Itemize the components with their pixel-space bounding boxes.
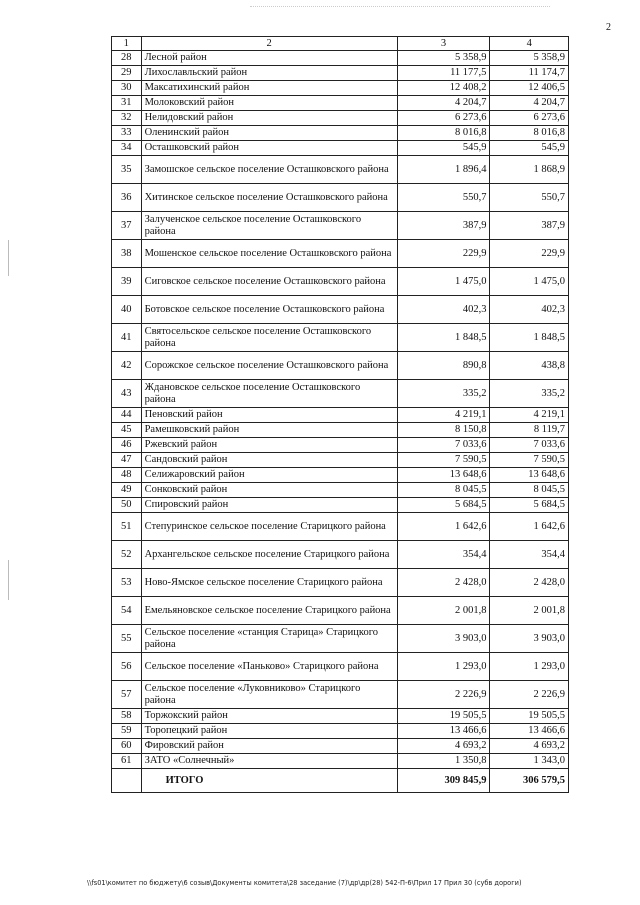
value-col4: 354,4 <box>490 541 569 569</box>
municipality-name: Торжокский район <box>141 709 397 724</box>
total-number-cell <box>112 769 142 793</box>
row-number: 47 <box>112 453 142 468</box>
table-row <box>112 739 569 754</box>
row-number: 55 <box>112 625 142 653</box>
table-row <box>112 324 569 352</box>
municipality-name: Архангельское сельское поселение Старицкого района <box>141 541 397 569</box>
table-row <box>112 141 569 156</box>
row-number: 61 <box>112 754 142 769</box>
table-row <box>112 597 569 625</box>
total-value-col3: 309 845,9 <box>397 769 490 793</box>
table-row <box>112 51 569 66</box>
column-header-3: 3 <box>397 37 490 51</box>
row-number: 52 <box>112 541 142 569</box>
value-col4: 545,9 <box>490 141 569 156</box>
row-number: 38 <box>112 240 142 268</box>
value-col3: 4 219,1 <box>397 408 490 423</box>
table-row <box>112 240 569 268</box>
row-number: 60 <box>112 739 142 754</box>
value-col4: 1 642,6 <box>490 513 569 541</box>
row-number: 46 <box>112 438 142 453</box>
municipality-name: Сорожское сельское поселение Осташковского района <box>141 352 397 380</box>
municipality-name: Нелидовский район <box>141 111 397 126</box>
scan-margin-mark <box>8 560 9 600</box>
municipality-name: Степуринское сельское поселение Старицкого района <box>141 513 397 541</box>
table-row <box>112 81 569 96</box>
value-col4: 4 219,1 <box>490 408 569 423</box>
page-number: 2 <box>606 22 611 33</box>
table-row <box>112 66 569 81</box>
data-table <box>111 36 569 793</box>
value-col3: 6 273,6 <box>397 111 490 126</box>
table-row <box>112 468 569 483</box>
value-col4: 2 226,9 <box>490 681 569 709</box>
value-col4: 4 693,2 <box>490 739 569 754</box>
value-col4: 1 475,0 <box>490 268 569 296</box>
municipality-name: Оленинский район <box>141 126 397 141</box>
table-row <box>112 408 569 423</box>
row-number: 44 <box>112 408 142 423</box>
row-number: 56 <box>112 653 142 681</box>
table-row <box>112 541 569 569</box>
value-col4: 550,7 <box>490 184 569 212</box>
municipality-name: Максатихинский район <box>141 81 397 96</box>
table-row <box>112 724 569 739</box>
table-row <box>112 483 569 498</box>
municipality-name: Залученское сельское поселение Осташковского района <box>141 212 397 240</box>
value-col3: 7 590,5 <box>397 453 490 468</box>
value-col4: 5 684,5 <box>490 498 569 513</box>
value-col3: 19 505,5 <box>397 709 490 724</box>
value-col3: 8 150,8 <box>397 423 490 438</box>
value-col4: 387,9 <box>490 212 569 240</box>
value-col3: 1 896,4 <box>397 156 490 184</box>
value-col4: 5 358,9 <box>490 51 569 66</box>
value-col3: 387,9 <box>397 212 490 240</box>
column-header-2: 2 <box>141 37 397 51</box>
municipality-name: Емельяновское сельское поселение Старицкого района <box>141 597 397 625</box>
municipality-name: Сандовский район <box>141 453 397 468</box>
value-col4: 8 119,7 <box>490 423 569 438</box>
municipality-name: Ждановское сельское поселение Осташковского района <box>141 380 397 408</box>
value-col3: 11 177,5 <box>397 66 490 81</box>
value-col4: 438,8 <box>490 352 569 380</box>
value-col4: 19 505,5 <box>490 709 569 724</box>
table-row <box>112 423 569 438</box>
table-row <box>112 709 569 724</box>
table-row <box>112 625 569 653</box>
table-row <box>112 96 569 111</box>
row-number: 50 <box>112 498 142 513</box>
value-col4: 402,3 <box>490 296 569 324</box>
total-value-col4: 306 579,5 <box>490 769 569 793</box>
value-col4: 11 174,7 <box>490 66 569 81</box>
municipality-name: Торопецкий район <box>141 724 397 739</box>
value-col3: 13 648,6 <box>397 468 490 483</box>
row-number: 41 <box>112 324 142 352</box>
municipality-name: Сельское поселение «Луковниково» Старицкого района <box>141 681 397 709</box>
row-number: 57 <box>112 681 142 709</box>
scan-margin-mark <box>8 240 9 276</box>
municipality-name: Фировский район <box>141 739 397 754</box>
value-col4: 6 273,6 <box>490 111 569 126</box>
municipality-name: Ржевский район <box>141 438 397 453</box>
value-col4: 7 033,6 <box>490 438 569 453</box>
column-header-1: 1 <box>112 37 142 51</box>
municipality-name: Рамешковский район <box>141 423 397 438</box>
row-number: 29 <box>112 66 142 81</box>
row-number: 48 <box>112 468 142 483</box>
table-row <box>112 754 569 769</box>
table-row <box>112 111 569 126</box>
value-col3: 2 428,0 <box>397 569 490 597</box>
row-number: 59 <box>112 724 142 739</box>
value-col3: 4 204,7 <box>397 96 490 111</box>
value-col3: 890,8 <box>397 352 490 380</box>
table-row <box>112 681 569 709</box>
row-number: 54 <box>112 597 142 625</box>
table-row <box>112 156 569 184</box>
row-number: 33 <box>112 126 142 141</box>
value-col4: 13 648,6 <box>490 468 569 483</box>
value-col4: 2 428,0 <box>490 569 569 597</box>
value-col3: 229,9 <box>397 240 490 268</box>
row-number: 43 <box>112 380 142 408</box>
row-number: 49 <box>112 483 142 498</box>
municipality-name: Хитинское сельское поселение Осташковского района <box>141 184 397 212</box>
value-col4: 1 343,0 <box>490 754 569 769</box>
municipality-name: Сельское поселение «Паньково» Старицкого района <box>141 653 397 681</box>
value-col3: 13 466,6 <box>397 724 490 739</box>
municipality-name: Сельское поселение «станция Старица» Старицкого района <box>141 625 397 653</box>
value-col3: 1 642,6 <box>397 513 490 541</box>
municipality-name: Лесной район <box>141 51 397 66</box>
municipality-name: Селижаровский район <box>141 468 397 483</box>
value-col3: 2 226,9 <box>397 681 490 709</box>
table-body <box>112 51 569 769</box>
table-row <box>112 296 569 324</box>
row-number: 40 <box>112 296 142 324</box>
table-row <box>112 498 569 513</box>
value-col4: 229,9 <box>490 240 569 268</box>
row-number: 35 <box>112 156 142 184</box>
value-col4: 13 466,6 <box>490 724 569 739</box>
value-col4: 8 045,5 <box>490 483 569 498</box>
table-row <box>112 184 569 212</box>
row-number: 53 <box>112 569 142 597</box>
municipality-name: Сиговское сельское поселение Осташковского района <box>141 268 397 296</box>
value-col3: 12 408,2 <box>397 81 490 96</box>
value-col3: 1 293,0 <box>397 653 490 681</box>
header-row <box>112 37 569 51</box>
municipality-name: ЗАТО «Солнечный» <box>141 754 397 769</box>
row-number: 28 <box>112 51 142 66</box>
value-col3: 4 693,2 <box>397 739 490 754</box>
row-number: 51 <box>112 513 142 541</box>
value-col3: 1 848,5 <box>397 324 490 352</box>
table-row <box>112 268 569 296</box>
municipality-name: Замошское сельское поселение Осташковского района <box>141 156 397 184</box>
table-row <box>112 126 569 141</box>
column-header-4: 4 <box>490 37 569 51</box>
table-row <box>112 653 569 681</box>
table-row <box>112 212 569 240</box>
table-row <box>112 352 569 380</box>
value-col4: 335,2 <box>490 380 569 408</box>
value-col3: 335,2 <box>397 380 490 408</box>
row-number: 42 <box>112 352 142 380</box>
municipality-name: Сонковский район <box>141 483 397 498</box>
value-col3: 1 350,8 <box>397 754 490 769</box>
value-col4: 2 001,8 <box>490 597 569 625</box>
value-col4: 4 204,7 <box>490 96 569 111</box>
municipality-name: Осташковский район <box>141 141 397 156</box>
value-col3: 3 903,0 <box>397 625 490 653</box>
row-number: 45 <box>112 423 142 438</box>
value-col3: 354,4 <box>397 541 490 569</box>
value-col3: 8 016,8 <box>397 126 490 141</box>
row-number: 34 <box>112 141 142 156</box>
value-col3: 7 033,6 <box>397 438 490 453</box>
value-col3: 2 001,8 <box>397 597 490 625</box>
value-col3: 545,9 <box>397 141 490 156</box>
row-number: 58 <box>112 709 142 724</box>
scan-noise <box>250 6 550 8</box>
table-row <box>112 569 569 597</box>
value-col3: 5 684,5 <box>397 498 490 513</box>
municipality-name: Молоковский район <box>141 96 397 111</box>
value-col3: 8 045,5 <box>397 483 490 498</box>
value-col4: 1 848,5 <box>490 324 569 352</box>
municipality-name: Мошенское сельское поселение Осташковского района <box>141 240 397 268</box>
value-col3: 550,7 <box>397 184 490 212</box>
value-col4: 3 903,0 <box>490 625 569 653</box>
municipality-name: Спировский район <box>141 498 397 513</box>
row-number: 39 <box>112 268 142 296</box>
total-row <box>112 769 569 793</box>
municipality-name: Ботовское сельское поселение Осташковского района <box>141 296 397 324</box>
table-row <box>112 438 569 453</box>
value-col3: 1 475,0 <box>397 268 490 296</box>
municipality-name: Ново-Ямское сельское поселение Старицкого района <box>141 569 397 597</box>
value-col3: 5 358,9 <box>397 51 490 66</box>
value-col4: 7 590,5 <box>490 453 569 468</box>
table-row <box>112 453 569 468</box>
total-label: ИТОГО <box>141 769 397 793</box>
value-col4: 1 868,9 <box>490 156 569 184</box>
municipality-name: Пеновский район <box>141 408 397 423</box>
value-col4: 8 016,8 <box>490 126 569 141</box>
value-col4: 1 293,0 <box>490 653 569 681</box>
table-row <box>112 380 569 408</box>
row-number: 36 <box>112 184 142 212</box>
municipality-name: Лихославльский район <box>141 66 397 81</box>
file-path-footer: \\fs01\комитет по бюджету\6 созыв\Документы комитета\28 заседание (7)\др\др(28) 542-П-6\Прил 17 Прил 30 (субв дороги) <box>87 879 522 887</box>
value-col4: 12 406,5 <box>490 81 569 96</box>
row-number: 32 <box>112 111 142 126</box>
row-number: 30 <box>112 81 142 96</box>
value-col3: 402,3 <box>397 296 490 324</box>
table-row <box>112 513 569 541</box>
row-number: 37 <box>112 212 142 240</box>
row-number: 31 <box>112 96 142 111</box>
municipality-name: Святосельское сельское поселение Осташковского района <box>141 324 397 352</box>
